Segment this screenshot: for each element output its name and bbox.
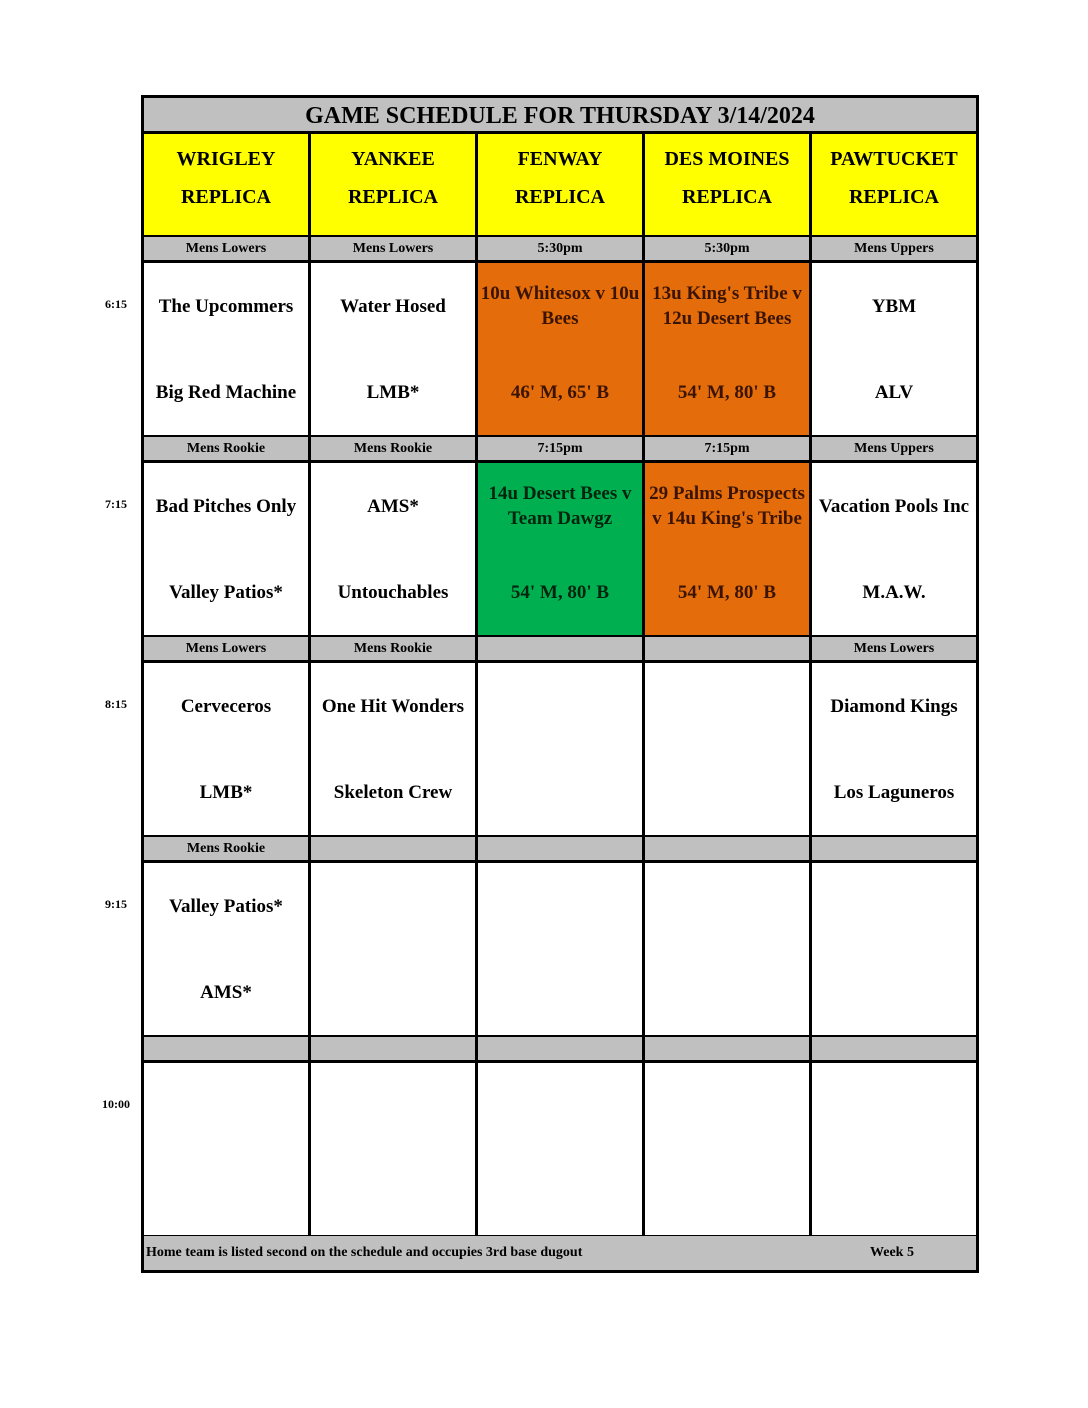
division-label bbox=[311, 1037, 475, 1060]
away-team: Valley Patios* bbox=[169, 895, 283, 917]
time-label: 9:15 bbox=[105, 897, 127, 911]
venue-name: YANKEE bbox=[351, 148, 435, 170]
home-team: ALV bbox=[874, 382, 914, 403]
division-label: Mens Rookie bbox=[311, 637, 475, 660]
away-team bbox=[146, 1063, 306, 1149]
away-team bbox=[480, 663, 640, 749]
game-cell bbox=[478, 263, 642, 435]
division-label bbox=[144, 1037, 308, 1060]
game-cell bbox=[311, 1063, 475, 1235]
page-title: GAME SCHEDULE FOR THURSDAY 3/14/2024 bbox=[144, 98, 976, 131]
away-team bbox=[647, 663, 807, 749]
home-team: Skeleton Crew bbox=[333, 782, 453, 803]
division-label: Mens Lowers bbox=[311, 237, 475, 260]
time-label: 8:15 bbox=[105, 697, 127, 711]
division-label bbox=[645, 837, 809, 860]
footer-bar bbox=[144, 1236, 976, 1270]
home-team bbox=[480, 975, 640, 1011]
away-team: The Upcommers bbox=[158, 295, 294, 317]
division-label: Mens Lowers bbox=[144, 637, 308, 660]
away-team: 14u Desert Bees v Team Dawgz bbox=[488, 483, 632, 529]
venue-type: REPLICA bbox=[347, 186, 438, 208]
game-cell bbox=[144, 1063, 308, 1235]
home-team: LMB* bbox=[366, 382, 420, 403]
home-team: Big Red Machine bbox=[155, 382, 297, 403]
game-cell bbox=[812, 663, 976, 835]
division-label: 5:30pm bbox=[478, 237, 642, 260]
home-team bbox=[647, 1175, 807, 1211]
division-label bbox=[645, 637, 809, 660]
game-cell bbox=[144, 863, 308, 1035]
home-team bbox=[313, 1175, 473, 1211]
away-team: 13u King's Tribe v 12u Desert Bees bbox=[652, 283, 802, 329]
division-label: Mens Uppers bbox=[812, 437, 976, 460]
time-label: 10:00 bbox=[102, 1097, 130, 1111]
away-team: Diamond Kings bbox=[830, 695, 958, 717]
division-label bbox=[645, 1037, 809, 1060]
home-team: 54' M, 80' B bbox=[677, 582, 777, 603]
away-team bbox=[480, 1063, 640, 1149]
home-team: Untouchables bbox=[337, 582, 449, 603]
game-cell bbox=[478, 663, 642, 835]
division-label: Mens Rookie bbox=[144, 437, 308, 460]
division-label bbox=[478, 837, 642, 860]
division-label: 5:30pm bbox=[645, 237, 809, 260]
home-team bbox=[647, 775, 807, 811]
home-team bbox=[313, 975, 473, 1011]
away-team: One Hit Wonders bbox=[321, 695, 465, 717]
home-team: 46' M, 65' B bbox=[510, 382, 610, 403]
venue-name: FENWAY bbox=[517, 148, 603, 170]
away-team: Bad Pitches Only bbox=[155, 495, 297, 517]
away-team bbox=[814, 1063, 974, 1149]
home-team: Valley Patios* bbox=[169, 582, 283, 603]
venue-name: WRIGLEY bbox=[176, 148, 276, 170]
home-team bbox=[480, 1175, 640, 1211]
game-cell bbox=[645, 263, 809, 435]
week-label: Week 5 bbox=[870, 1245, 914, 1260]
away-team bbox=[647, 863, 807, 949]
division-label: Mens Lowers bbox=[812, 637, 976, 660]
venue-header bbox=[645, 134, 809, 235]
game-cell bbox=[645, 863, 809, 1035]
away-team: Water Hosed bbox=[340, 295, 446, 317]
division-label: Mens Rookie bbox=[144, 837, 308, 860]
division-label: 7:15pm bbox=[645, 437, 809, 460]
game-cell bbox=[311, 863, 475, 1035]
game-cell bbox=[812, 1063, 976, 1235]
away-team: 29 Palms Prospects v 14u King's Tribe bbox=[649, 483, 805, 529]
venue-header bbox=[311, 134, 475, 235]
away-team: Vacation Pools Inc bbox=[818, 495, 970, 517]
home-team: AMS* bbox=[200, 982, 252, 1003]
game-cell bbox=[311, 263, 475, 435]
game-cell bbox=[311, 463, 475, 635]
game-cell bbox=[144, 463, 308, 635]
game-cell bbox=[478, 863, 642, 1035]
game-cell bbox=[645, 463, 809, 635]
venue-type: REPLICA bbox=[514, 186, 605, 208]
home-team: LMB* bbox=[199, 782, 253, 803]
schedule-sheet bbox=[141, 95, 979, 1273]
home-team bbox=[814, 975, 974, 1011]
venue-header bbox=[144, 134, 308, 235]
away-team bbox=[313, 1063, 473, 1149]
division-label: Mens Rookie bbox=[311, 437, 475, 460]
home-team: 54' M, 80' B bbox=[677, 382, 777, 403]
division-label: 7:15pm bbox=[478, 437, 642, 460]
division-label bbox=[478, 1037, 642, 1060]
game-cell bbox=[144, 663, 308, 835]
home-team: M.A.W. bbox=[862, 582, 926, 603]
game-cell bbox=[311, 663, 475, 835]
time-label: 7:15 bbox=[105, 497, 127, 511]
home-team bbox=[647, 975, 807, 1011]
home-team bbox=[480, 775, 640, 811]
division-label bbox=[812, 1037, 976, 1060]
away-team: Cerveceros bbox=[180, 695, 272, 717]
game-cell bbox=[645, 663, 809, 835]
home-team: Los Laguneros bbox=[833, 782, 955, 803]
division-label: Mens Lowers bbox=[144, 237, 308, 260]
venue-type: REPLICA bbox=[681, 186, 772, 208]
game-cell bbox=[812, 263, 976, 435]
home-team bbox=[814, 1175, 974, 1211]
footer-note: Home team is listed second on the schedule and occupies 3rd base dugout bbox=[146, 1245, 583, 1260]
venue-header bbox=[812, 134, 976, 235]
venue-name: PAWTUCKET bbox=[830, 148, 958, 170]
division-label bbox=[478, 637, 642, 660]
game-cell bbox=[645, 1063, 809, 1235]
division-label bbox=[812, 837, 976, 860]
game-cell bbox=[478, 1063, 642, 1235]
away-team bbox=[647, 1063, 807, 1149]
game-cell bbox=[812, 463, 976, 635]
venue-type: REPLICA bbox=[848, 186, 939, 208]
away-team: YBM bbox=[871, 295, 917, 317]
away-team: AMS* bbox=[367, 495, 419, 517]
venue-name: DES MOINES bbox=[664, 148, 790, 170]
division-label bbox=[311, 837, 475, 860]
venue-type: REPLICA bbox=[180, 186, 271, 208]
away-team bbox=[313, 863, 473, 949]
time-label: 6:15 bbox=[105, 297, 127, 311]
home-team bbox=[146, 1175, 306, 1211]
away-team: 10u Whitesox v 10u Bees bbox=[480, 283, 640, 329]
venue-header bbox=[478, 134, 642, 235]
game-cell bbox=[144, 263, 308, 435]
home-team: 54' M, 80' B bbox=[510, 582, 610, 603]
away-team bbox=[814, 863, 974, 949]
game-cell bbox=[478, 463, 642, 635]
away-team bbox=[480, 863, 640, 949]
division-label: Mens Uppers bbox=[812, 237, 976, 260]
game-cell bbox=[812, 863, 976, 1035]
